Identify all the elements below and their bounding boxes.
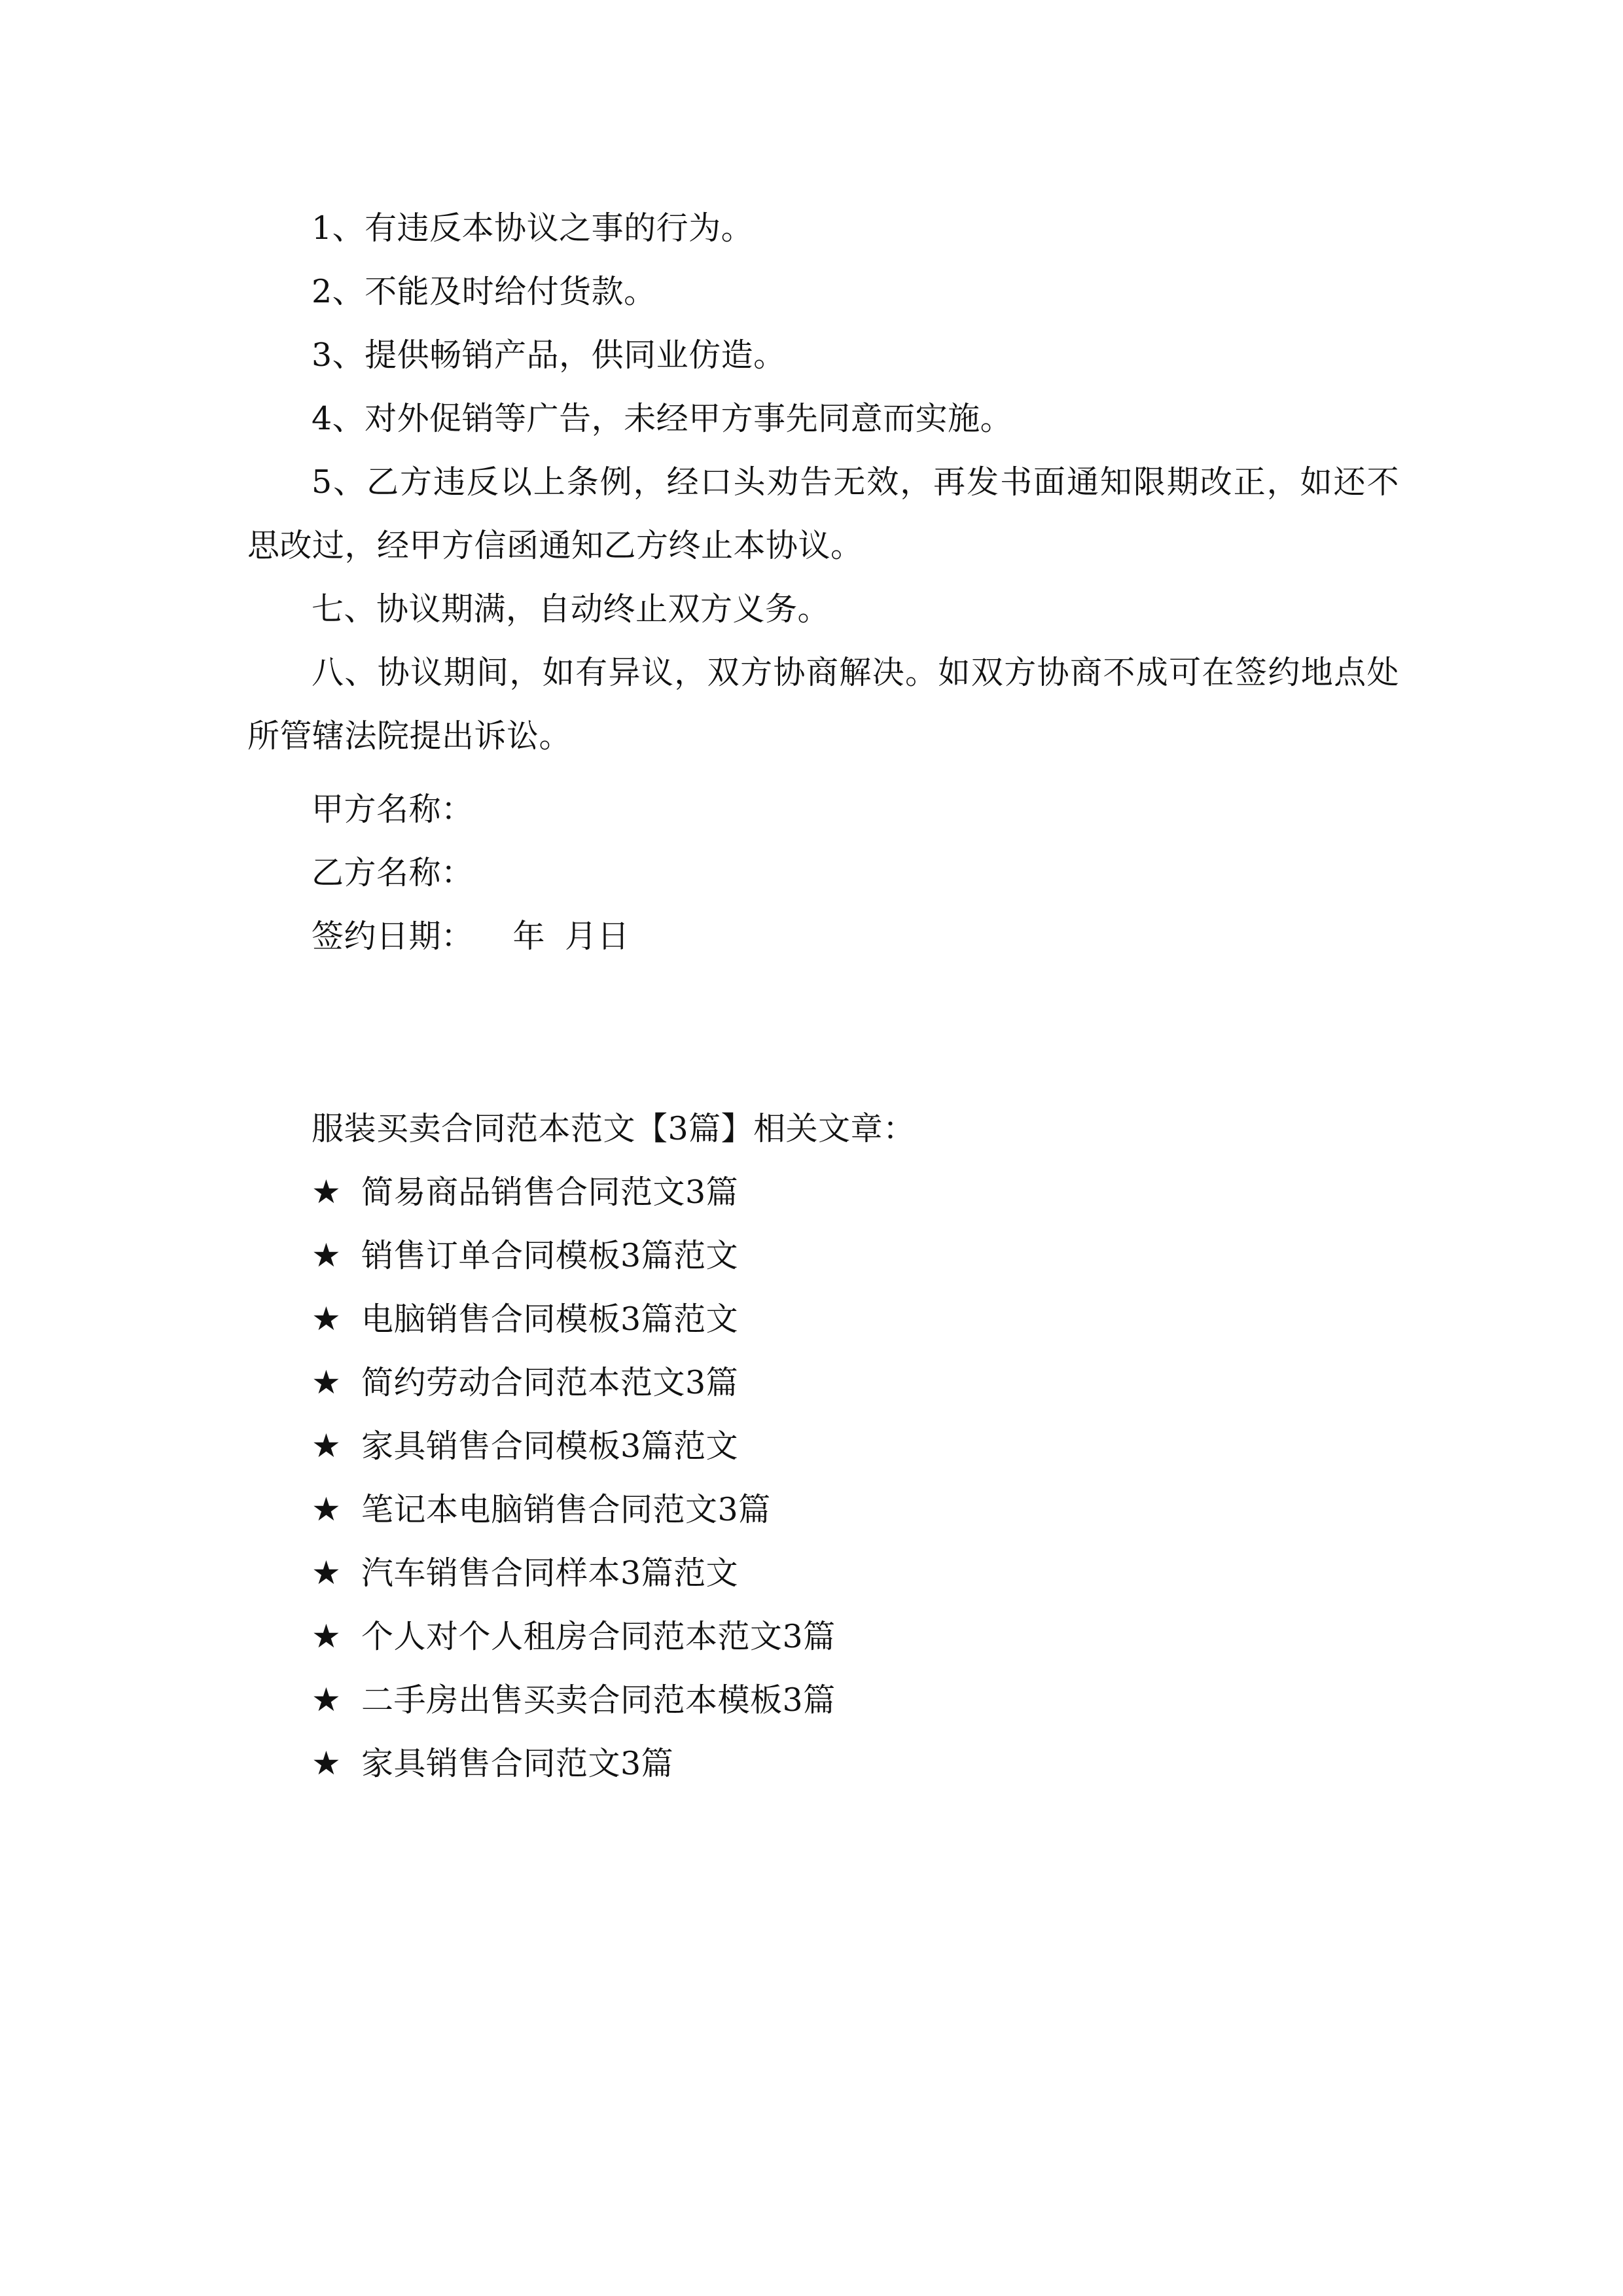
signing-date-label: 签约日期： — [312, 918, 474, 955]
contract-body — [247, 196, 1399, 768]
list-item[interactable] — [312, 1414, 1359, 1478]
related-article-link[interactable]: 销售订单合同模板3篇范文 — [361, 1237, 739, 1274]
star-icon: ★ — [312, 1490, 342, 1528]
star-icon: ★ — [312, 1427, 342, 1465]
clause-eight: 八、协议期间，如有异议，双方协商解决。如双方协商不成可在签约地点处所管辖法院提出诉讼。 — [247, 654, 1399, 755]
list-item[interactable] — [312, 1160, 1359, 1224]
clause-4: 4、对外促销等广告，未经甲方事先同意而实施。 — [312, 400, 1013, 437]
party-a-label: 甲方名称： — [312, 791, 474, 828]
clause-3: 3、提供畅销产品，供同业仿造。 — [312, 336, 786, 374]
clause-1: 1、有违反本协议之事的行为。 — [312, 209, 754, 247]
list-item[interactable] — [312, 1224, 1359, 1287]
signing-date-line — [312, 905, 1359, 968]
related-article-link[interactable]: 简约劳动合同范本范文3篇 — [361, 1364, 739, 1401]
related-article-link[interactable]: 家具销售合同模板3篇范文 — [361, 1427, 739, 1465]
star-icon: ★ — [312, 1236, 342, 1274]
star-icon: ★ — [312, 1617, 342, 1655]
star-icon: ★ — [312, 1300, 342, 1338]
related-articles-title: 服装买卖合同范本范文【3篇】相关文章： — [312, 1110, 916, 1147]
list-item[interactable] — [312, 1732, 1359, 1795]
star-icon: ★ — [312, 1554, 342, 1592]
related-articles — [312, 1097, 1359, 1795]
star-icon: ★ — [312, 1363, 342, 1401]
star-icon: ★ — [312, 1681, 342, 1719]
clause-5: 5、乙方违反以上条例，经口头劝告无效，再发书面通知限期改正，如还不思改过，经甲方信函通知乙方终止本协议。 — [247, 463, 1399, 564]
related-article-link[interactable]: 家具销售合同范文3篇 — [361, 1745, 674, 1782]
related-article-link[interactable]: 笔记本电脑销售合同范文3篇 — [361, 1491, 771, 1528]
list-item[interactable] — [312, 1605, 1359, 1668]
list-item[interactable] — [312, 1351, 1359, 1414]
star-icon: ★ — [312, 1744, 342, 1782]
list-item[interactable] — [312, 1668, 1359, 1732]
signing-date-year: 年 — [512, 918, 546, 955]
related-article-link[interactable]: 简易商品销售合同范文3篇 — [361, 1174, 739, 1211]
signing-date-month-day: 月日 — [565, 918, 630, 955]
list-item[interactable] — [312, 1287, 1359, 1351]
related-articles-list — [312, 1160, 1359, 1795]
list-item[interactable] — [312, 1478, 1359, 1541]
related-article-link[interactable]: 个人对个人租房合同范本范文3篇 — [361, 1618, 836, 1655]
related-article-link[interactable]: 二手房出售买卖合同范本模板3篇 — [361, 1681, 836, 1719]
list-item[interactable] — [312, 1541, 1359, 1605]
signature-block — [312, 778, 1359, 968]
clause-2: 2、不能及时给付货款。 — [312, 273, 656, 310]
party-b-label: 乙方名称： — [312, 854, 474, 891]
clause-seven: 七、协议期满，自动终止双方义务。 — [312, 590, 830, 628]
related-article-link[interactable]: 电脑销售合同模板3篇范文 — [361, 1300, 739, 1338]
related-article-link[interactable]: 汽车销售合同样本3篇范文 — [361, 1554, 739, 1592]
star-icon: ★ — [312, 1173, 342, 1211]
